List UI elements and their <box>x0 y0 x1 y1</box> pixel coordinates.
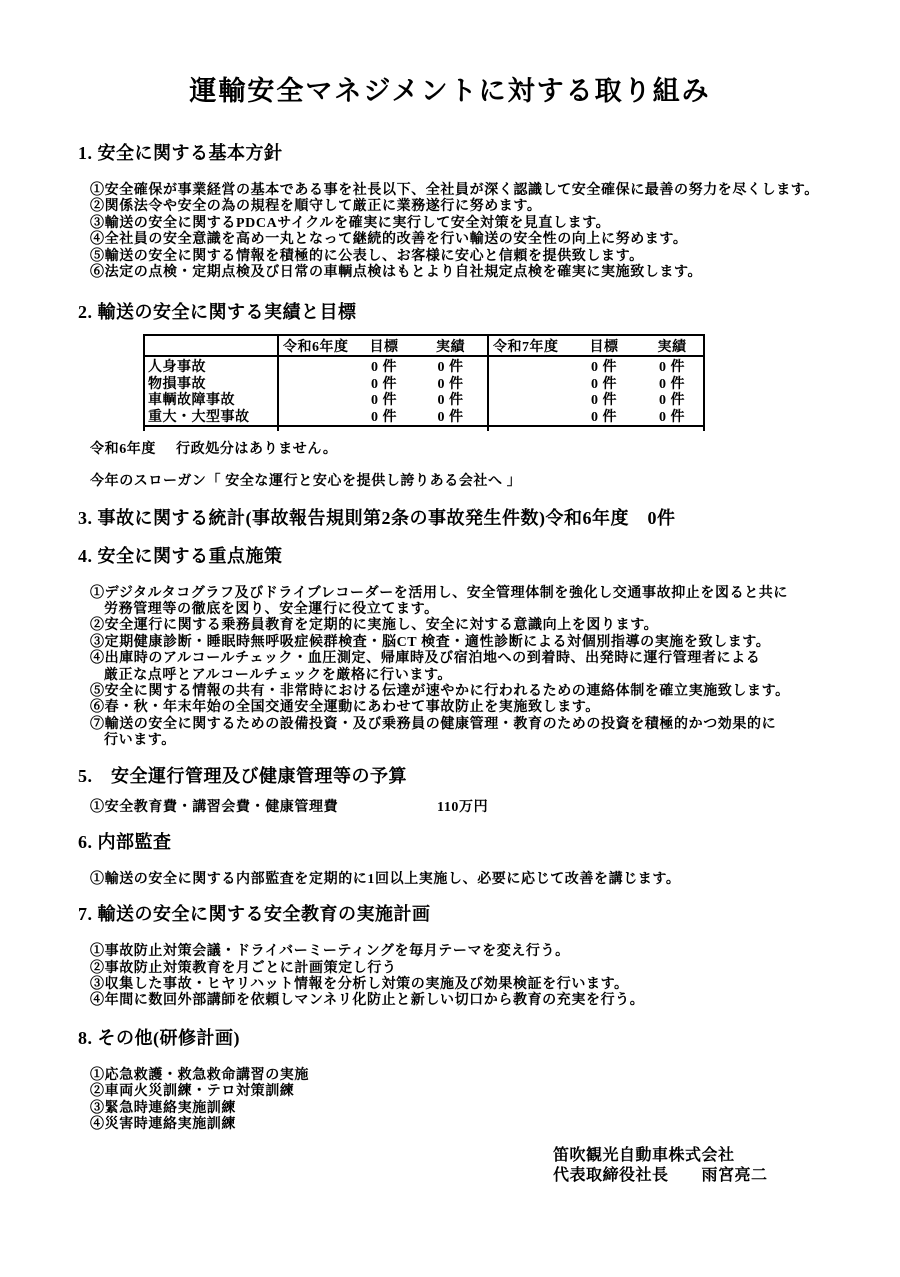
table-header-year1: 令和6年度 <box>279 336 354 357</box>
table-cell: 0 件 <box>591 359 617 375</box>
signature-block <box>553 1146 900 1185</box>
section-5-heading: 5. 安全運行管理及び健康管理等の予算 <box>78 765 407 786</box>
measure-item: ⑦輸送の安全に関するための設備投資・及び乗務員の健康管理・教育のための投資を積極的かつ効果的に <box>90 716 777 732</box>
budget-item-label: ①安全教育費・講習会費・健康管理費 <box>90 799 339 815</box>
table-cell-empty <box>489 391 569 408</box>
measure-item: ⑤安全に関する情報の共有・非常時における伝達が速やかに行われるための連絡体制を確立実施致します。 <box>90 684 790 700</box>
results-table <box>143 334 705 426</box>
policy-item: ⑥法定の点検・定期点検及び日常の車輌点検はもとより自社規定点検を確実に実施致します。 <box>90 265 703 281</box>
section-7-heading: 7. 輸送の安全に関する安全教育の実施計画 <box>78 904 431 925</box>
measure-item-continuation: 厳正な点呼とアルコールチェックを厳格に行います。 <box>104 667 453 683</box>
budget-line <box>90 800 900 816</box>
document-title: 運輸安全マネジメントに対する取り組み <box>189 76 711 106</box>
training-item: ②車両火災訓練・テロ対策訓練 <box>90 1084 295 1100</box>
table-cell: 0 件 <box>591 393 617 409</box>
section-6-items <box>90 872 900 888</box>
table-border-stub <box>143 427 145 431</box>
table-cell: 0 件 <box>591 410 617 426</box>
representative-name: 代表取締役社長 雨宮亮二 <box>553 1166 768 1184</box>
table-row-label: 物損事故 <box>145 374 279 391</box>
table-cell: 0 件 <box>371 376 397 392</box>
table-cell-empty <box>279 408 354 425</box>
measure-item: ④出庫時のアルコールチェック・血圧測定、帰庫時及び宿泊地への到着時、出発時に運行管理者による <box>90 651 761 667</box>
audit-item: ①輸送の安全に関する内部監査を定期的に1回以上実施し、必要に応じて改善を講じます。 <box>90 871 681 887</box>
policy-item: ③輸送の安全に関するPDCAサイクルを確実に実行して安全対策を見直します。 <box>90 215 611 231</box>
measure-item: ③定期健康診断・睡眠時無呼吸症候群検査・脳CT 検査・適性診断による対個別指導の実施を致します。 <box>90 634 771 650</box>
table-cell: 0 件 <box>414 374 489 391</box>
policy-item: ②関係法令や安全の為の規程を順守して厳正に業務遂行に努めます。 <box>90 199 542 215</box>
policy-item: ⑤輸送の安全に関する情報を積極的に公表し、お客様に安心と信頼を提供致します。 <box>90 248 644 264</box>
table-border-stub <box>487 427 489 431</box>
table-border-stub <box>277 427 279 431</box>
measure-item-continuation: 労務管理等の徹底を図り、安全運行に役立てます。 <box>104 602 439 618</box>
table-header-actual1: 実績 <box>414 336 489 357</box>
note-text: 行政処分はありません。 <box>176 441 338 457</box>
table-cell: 0 件 <box>659 376 685 392</box>
section-1-heading: 1. 安全に関する基本方針 <box>78 143 283 163</box>
table-header-year2: 令和7年度 <box>489 336 569 357</box>
section-7-items <box>90 944 900 1010</box>
education-item: ①事故防止対策会議・ドライバーミーティングを毎月テーマを変え行う。 <box>90 944 570 960</box>
table-header-actual2: 実績 <box>639 336 705 357</box>
note-year: 令和6年度 <box>90 441 156 457</box>
section-8-heading: 8. その他(研修計画) <box>78 1027 240 1048</box>
education-item: ④年間に数回外部講師を依頼しマンネリ化防止と新しい切口から教育の充実を行う。 <box>90 993 645 1009</box>
table-cell-empty <box>489 408 569 425</box>
company-name: 笛吹観光自動車株式会社 <box>553 1147 735 1165</box>
table-header-empty <box>145 336 279 357</box>
table-border-stub <box>703 427 705 431</box>
table-header-target2: 目標 <box>569 336 639 357</box>
section-6-heading: 6. 内部監査 <box>78 831 172 852</box>
table-cell-empty <box>489 357 569 374</box>
table-cell: 0 件 <box>371 410 397 426</box>
table-cell: 0 件 <box>659 410 685 426</box>
table-cell-empty <box>279 374 354 391</box>
table-cell: 0 件 <box>414 391 489 408</box>
table-cell: 0 件 <box>659 393 685 409</box>
section-2-heading: 2. 輸送の安全に関する実績と目標 <box>78 302 357 323</box>
results-table-wrapper <box>143 334 705 426</box>
table-row-label: 車輌故障事故 <box>145 391 279 408</box>
education-item: ③収集した事故・ヒヤリハット情報を分析し対策の実施及び効果検証を行います。 <box>90 976 629 992</box>
training-item: ④災害時連絡実施訓練 <box>90 1116 236 1132</box>
table-row-label: 重大・大型事故 <box>145 408 279 425</box>
table-cell-empty <box>279 357 354 374</box>
section-4-heading: 4. 安全に関する重点施策 <box>78 545 283 566</box>
section-1-items <box>90 183 900 281</box>
training-item: ③緊急時連絡実施訓練 <box>90 1100 236 1116</box>
measure-item: ①デジタルタコグラフ及びドライブレコーダーを活用し、安全管理体制を強化し交通事故抑止を図ると共に <box>90 585 788 601</box>
table-cell-empty <box>489 374 569 391</box>
policy-item: ①安全確保が事業経営の基本である事を社長以下、全社員が深く認識して安全確保に最善の努力を尽くします。 <box>90 183 819 198</box>
measure-item: ②安全運行に関する乗務員教育を定期的に実施し、安全に対する意識向上を図ります。 <box>90 618 659 634</box>
policy-item: ④全社員の安全意識を高め一丸となって継続的改善を行い輸送の安全性の向上に努めます。 <box>90 232 688 248</box>
table-row-label: 人身事故 <box>145 357 279 374</box>
slogan-line: 今年のスローガン「 安全な運行と安心を提供し誇りある会社へ 」 <box>90 473 522 489</box>
measure-item: ⑥春・秋・年末年始の全国交通安全運動にあわせて事故防止を実施致します。 <box>90 700 600 716</box>
table-header-target1: 目標 <box>354 336 414 357</box>
table-cell-empty <box>279 391 354 408</box>
section-3-heading: 3. 事故に関する統計(事故報告規則第2条の事故発生件数)令和6年度 0件 <box>78 507 676 528</box>
measure-item-continuation: 行います。 <box>104 733 176 749</box>
training-item: ①応急救護・救急救命講習の実施 <box>90 1067 309 1083</box>
education-item: ②事故防止対策教育を月ごとに計画策定し行う <box>90 960 397 976</box>
table-cell: 0 件 <box>414 408 489 425</box>
administrative-note <box>90 442 900 458</box>
section-4-items <box>90 586 900 750</box>
table-cell: 0 件 <box>414 357 489 374</box>
table-cell: 0 件 <box>659 359 685 375</box>
table-cell: 0 件 <box>371 393 397 409</box>
budget-item-amount: 110万円 <box>437 799 489 815</box>
section-8-items <box>90 1068 900 1134</box>
table-cell: 0 件 <box>591 376 617 392</box>
table-cell: 0 件 <box>371 359 397 375</box>
